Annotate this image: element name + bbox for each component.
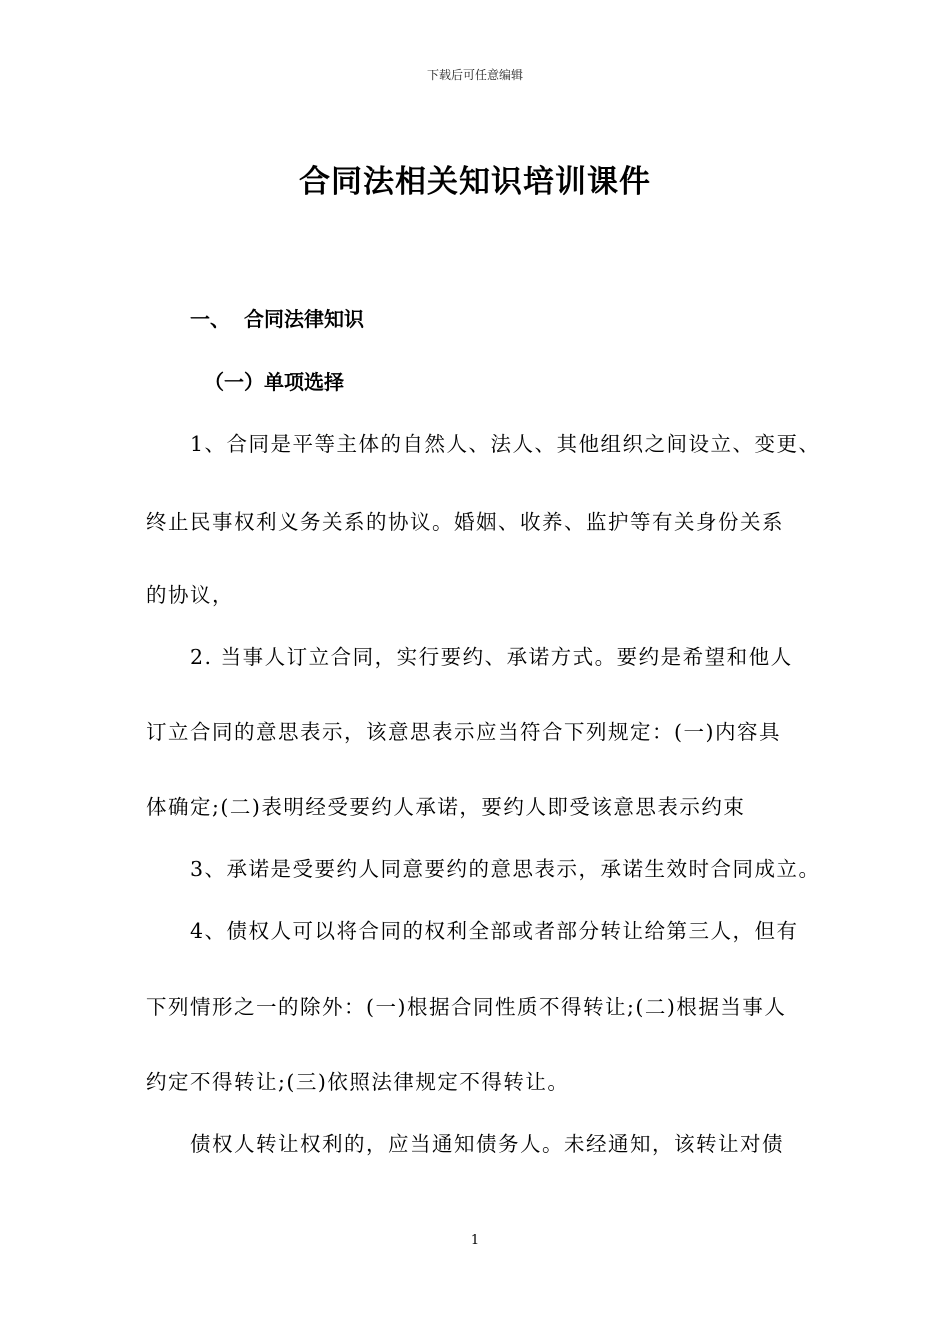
section-heading-1 [190,303,364,332]
paragraph-line: 下列情形之一的除外：(一)根据合同性质不得转让;(二)根据当事人 [146,995,787,1019]
section-label: 合同法律知识 [244,307,364,331]
subsection-heading: （一）单项选择 [204,370,344,394]
page-number: 1 [470,1233,480,1248]
paragraph-line: 2. 当事人订立合同，实行要约、承诺方式。要约是希望和他人 [190,645,793,669]
paragraph-line: 4、债权人可以将合同的权利全部或者部分转让给第三人，但有 [190,919,799,943]
paragraph-line: 体确定;(二)表明经受要约人承诺，要约人即受该意思表示约束 [146,795,746,819]
paragraph-line: 3、承诺是受要约人同意要约的意思表示，承诺生效时合同成立。 [190,857,821,881]
document-title: 合同法相关知识培训课件 [299,164,651,200]
paragraph-line: 约定不得转让;(三)依照法律规定不得转让。 [146,1070,570,1094]
paragraph-line: 订立合同的意思表示，该意思表示应当符合下列规定：(一)内容具 [146,720,781,744]
paragraph-line: 1、合同是平等主体的自然人、法人、其他组织之间设立、变更、 [190,432,821,456]
paragraph-line: 的协议， [146,583,234,607]
paragraph-line: 债权人转让权利的，应当通知债务人。未经通知，该转让对债 [190,1132,784,1156]
page-header: 下载后可任意编辑 [426,68,523,82]
section-number: 一、 [190,307,230,331]
paragraph-line: 终止民事权利义务关系的协议。婚姻、收养、监护等有关身份关系 [146,510,784,534]
